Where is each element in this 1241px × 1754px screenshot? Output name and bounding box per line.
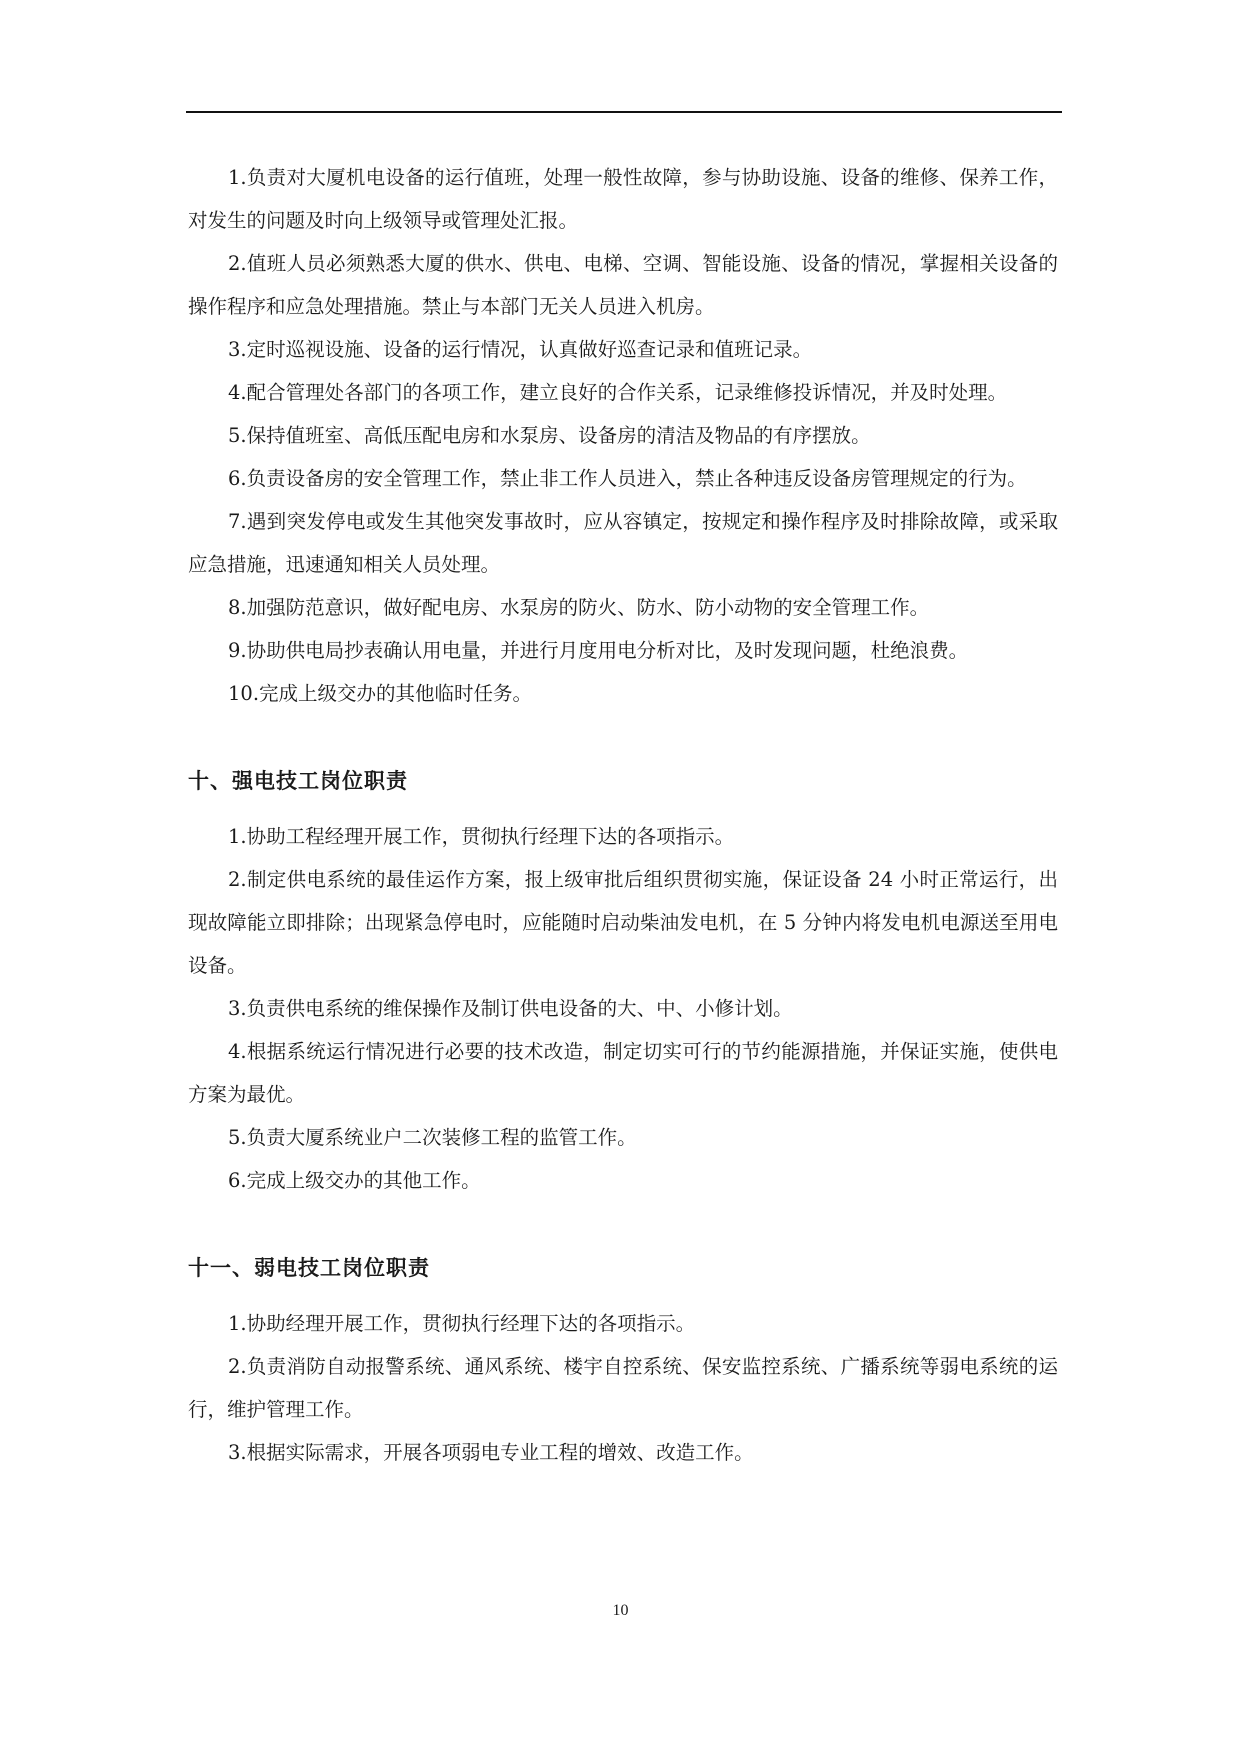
list-item: 3.根据实际需求，开展各项弱电专业工程的增效、改造工作。 [228, 1441, 754, 1464]
list-item: 8.加强防范意识，做好配电房、水泵房的防火、防水、防小动物的安全管理工作。 [228, 596, 930, 619]
list-item: 10.完成上级交办的其他临时任务。 [228, 682, 533, 705]
list-item: 2.制定供电系统的最佳运作方案，报上级审批后组织贯彻实施，保证设备 24 小时正常运行，出现故障能立即排除；出现紧急停电时，应能随时启动柴油发电机，在 5 分钟内将发电机电源送至用电设备。 [188, 868, 1058, 977]
page-number: 10 [612, 1602, 629, 1619]
list-item: 9.协助供电局抄表确认用电量，并进行月度用电分析对比，及时发现问题，杜绝浪费。 [228, 639, 969, 662]
list-item: 5.负责大厦系统业户二次装修工程的监管工作。 [228, 1126, 637, 1149]
section-machine-duty [188, 156, 1058, 715]
list-item: 7.遇到突发停电或发生其他突发事故时，应从容镇定，按规定和操作程序及时排除故障，或采取应急措施，迅速通知相关人员处理。 [188, 510, 1058, 576]
list-item: 3.定时巡视设施、设备的运行情况，认真做好巡查记录和值班记录。 [228, 338, 813, 361]
list-item: 6.负责设备房的安全管理工作，禁止非工作人员进入，禁止各种违反设备房管理规定的行为。 [228, 467, 1027, 490]
list-item: 2.值班人员必须熟悉大厦的供水、供电、电梯、空调、智能设施、设备的情况，掌握相关设备的操作程序和应急处理措施。禁止与本部门无关人员进入机房。 [188, 252, 1058, 318]
list-item: 1.协助经理开展工作，贯彻执行经理下达的各项指示。 [228, 1312, 696, 1335]
section-low-voltage [188, 1302, 1058, 1474]
list-item: 1.负责对大厦机电设备的运行值班，处理一般性故障，参与协助设施、设备的维修、保养工作，对发生的问题及时向上级领导或管理处汇报。 [188, 166, 1058, 232]
list-item: 5.保持值班室、高低压配电房和水泵房、设备房的清洁及物品的有序摆放。 [228, 424, 871, 447]
list-item: 4.根据系统运行情况进行必要的技术改造，制定切实可行的节约能源措施，并保证实施，使供电方案为最优。 [188, 1040, 1058, 1106]
section-heading-low-voltage: 十一、弱电技工岗位职责 [188, 1256, 430, 1280]
list-item: 1.协助工程经理开展工作，贯彻执行经理下达的各项指示。 [228, 825, 735, 848]
section-heading-high-voltage: 十、强电技工岗位职责 [188, 769, 408, 793]
list-item: 6.完成上级交办的其他工作。 [228, 1169, 481, 1192]
list-item: 4.配合管理处各部门的各项工作，建立良好的合作关系，记录维修投诉情况，并及时处理。 [228, 381, 1008, 404]
header-rule [186, 111, 1062, 113]
document-body [188, 156, 1058, 1474]
section-high-voltage [188, 815, 1058, 1202]
list-item: 2.负责消防自动报警系统、通风系统、楼宇自控系统、保安监控系统、广播系统等弱电系统的运行，维护管理工作。 [188, 1355, 1058, 1421]
list-item: 3.负责供电系统的维保操作及制订供电设备的大、中、小修计划。 [228, 997, 793, 1020]
